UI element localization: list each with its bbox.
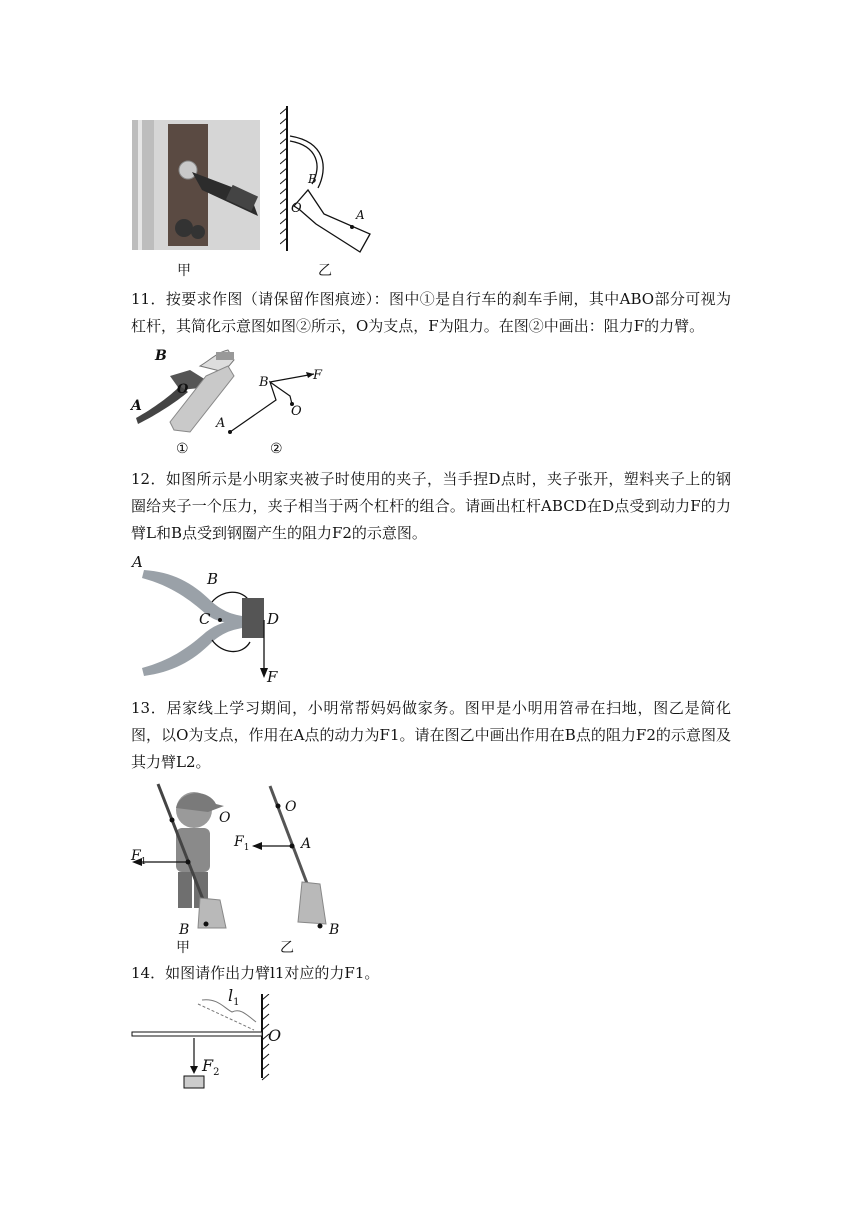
q10-caption-yi: 乙 xyxy=(318,263,332,279)
q13-label-f2-sub: 1 xyxy=(243,842,250,853)
q13-caption-yi: 乙 xyxy=(280,940,294,956)
q13-label-f2-main: F xyxy=(234,834,244,850)
q13-label-a2: A xyxy=(301,836,312,852)
q10-figure-jia xyxy=(132,120,260,250)
q10-label-o: O xyxy=(291,201,302,216)
q12-label-c: C xyxy=(199,610,211,628)
q11-label-b1: B xyxy=(155,348,167,364)
q13-label-f1-sub: 1 xyxy=(140,856,147,867)
q14-label-f2-main: F xyxy=(202,1056,214,1075)
q14-label-f2-sub: 2 xyxy=(213,1067,220,1079)
q14-label-f2 xyxy=(202,1056,219,1078)
q12-label-a: A xyxy=(132,553,143,571)
q12-text: 12．如图所示是小明家夹被子时使用的夹子，当手捏D点时，夹子张开，塑料夹子上的钢圈给夹子一个压力，夹子相当于两个杠杆的组合。请画出杠杆ABCD在D点受到动力F的力臂L和B点受到钢圈产生的阻力F2的示意图。 xyxy=(131,470,731,542)
q14-figure xyxy=(128,994,288,1094)
q14-label-l1 xyxy=(228,986,240,1008)
q11-label-b2: B xyxy=(259,375,269,390)
q11-label-a2: A xyxy=(216,416,226,431)
q14-label-l1-main: l xyxy=(228,986,234,1005)
q11-text: 11．按要求作图（请保留作图痕迹）：图中①是自行车的刹车手闸，其中ABO部分可视为杠杆，其简化示意图如图②所示，O为支点，F为阻力。在图②中画出：阻力F的力臂。 xyxy=(131,290,731,335)
q13-label-f1 xyxy=(131,848,146,867)
q13-label-f1-main: F xyxy=(131,848,141,864)
q13-label-o1: O xyxy=(219,810,231,826)
q14-text: 14．如图请作出力臂l1对应的力F1。 xyxy=(131,964,380,982)
q12-label-d: D xyxy=(267,610,280,628)
q13-label-f2 xyxy=(234,834,249,853)
q12-label-b: B xyxy=(207,570,219,588)
q10-label-a: A xyxy=(356,208,365,222)
q11-label-o1: O xyxy=(177,382,189,397)
q10-label-b: B xyxy=(308,172,317,186)
q11-label-f2: F xyxy=(313,368,323,383)
q14-label-l1-sub: 1 xyxy=(233,997,240,1009)
q11-label-o2: O xyxy=(291,404,302,419)
q10-caption-jia: 甲 xyxy=(177,263,191,279)
q11-caption-2: ② xyxy=(270,441,283,457)
q14-label-o: O xyxy=(268,1026,282,1045)
q13-label-b1: B xyxy=(179,922,190,938)
q13-label-o2: O xyxy=(285,799,297,815)
q12-label-f: F xyxy=(267,668,278,686)
q13-caption-jia: 甲 xyxy=(176,940,190,956)
q13-label-b2: B xyxy=(329,922,340,938)
q10-figure-yi xyxy=(280,106,380,256)
q13-text: 13．居家线上学习期间，小明常帮妈妈做家务。图甲是小明用笤帚在扫地，图乙是简化图，以O为支点，作用在A点的动力为F1。请在图乙中画出作用在B点的阻力F2的示意图及其力臂L2。 xyxy=(131,699,731,771)
q11-label-a1: A xyxy=(131,398,142,414)
q11-caption-1: ① xyxy=(176,441,189,457)
